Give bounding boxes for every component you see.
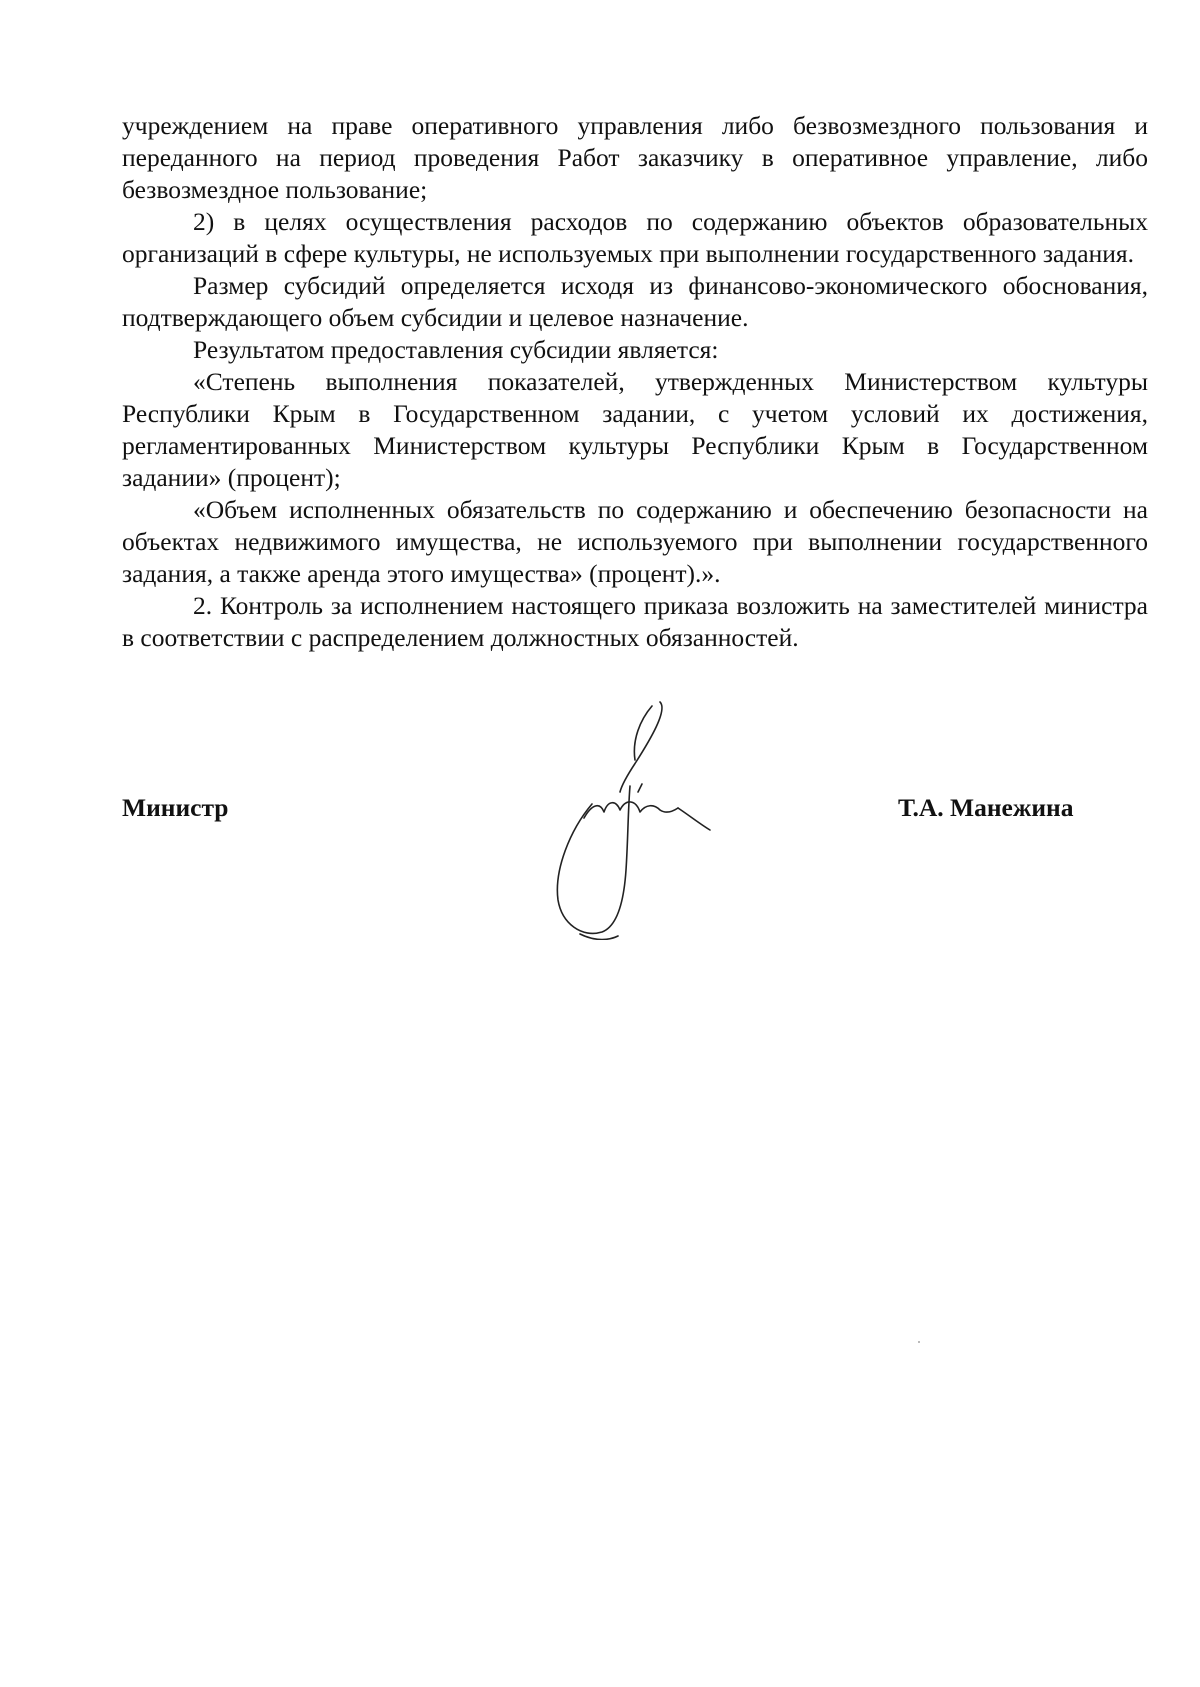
paragraph-4: Результатом предоставления субсидии является: xyxy=(193,335,719,364)
document-body xyxy=(122,110,1148,654)
handwritten-signature xyxy=(540,700,730,940)
scan-speck xyxy=(918,1341,920,1343)
paragraph-7: 2. Контроль за исполнением настоящего приказа возложить на заместителей министра в соответствии с распределением должностных обязанностей. xyxy=(122,591,1148,652)
signatory-title: Министр xyxy=(122,793,229,822)
paragraph-1: учреждением на праве оперативного управления либо безвозмездного пользования и переданного на период проведения Работ заказчику в оперативное управление, либо безвозмездное пользование; xyxy=(122,111,1148,204)
paragraph-6: «Объем исполненных обязательств по содержанию и обеспечению безопасности на объектах недвижимого имущества, не используемого при выполнении государственного задания, а также аренда этого имущества» (процент).». xyxy=(122,495,1148,588)
paragraph-2: 2) в целях осуществления расходов по содержанию объектов образовательных организаций в сфере культуры, не используемых при выполнении государственного задания. xyxy=(122,207,1148,268)
paragraph-3: Размер субсидий определяется исходя из финансово-экономического обоснования, подтверждающего объем субсидии и целевое назначение. xyxy=(122,271,1148,332)
signatory-name: Т.А. Манежина xyxy=(898,793,1074,822)
paragraph-5: «Степень выполнения показателей, утвержденных Министерством культуры Республики Крым в Государственном задании, с учетом условий их достижения, регламентированных Министерством культуры Республики Крым в Государственном задании» (процент); xyxy=(122,367,1148,492)
